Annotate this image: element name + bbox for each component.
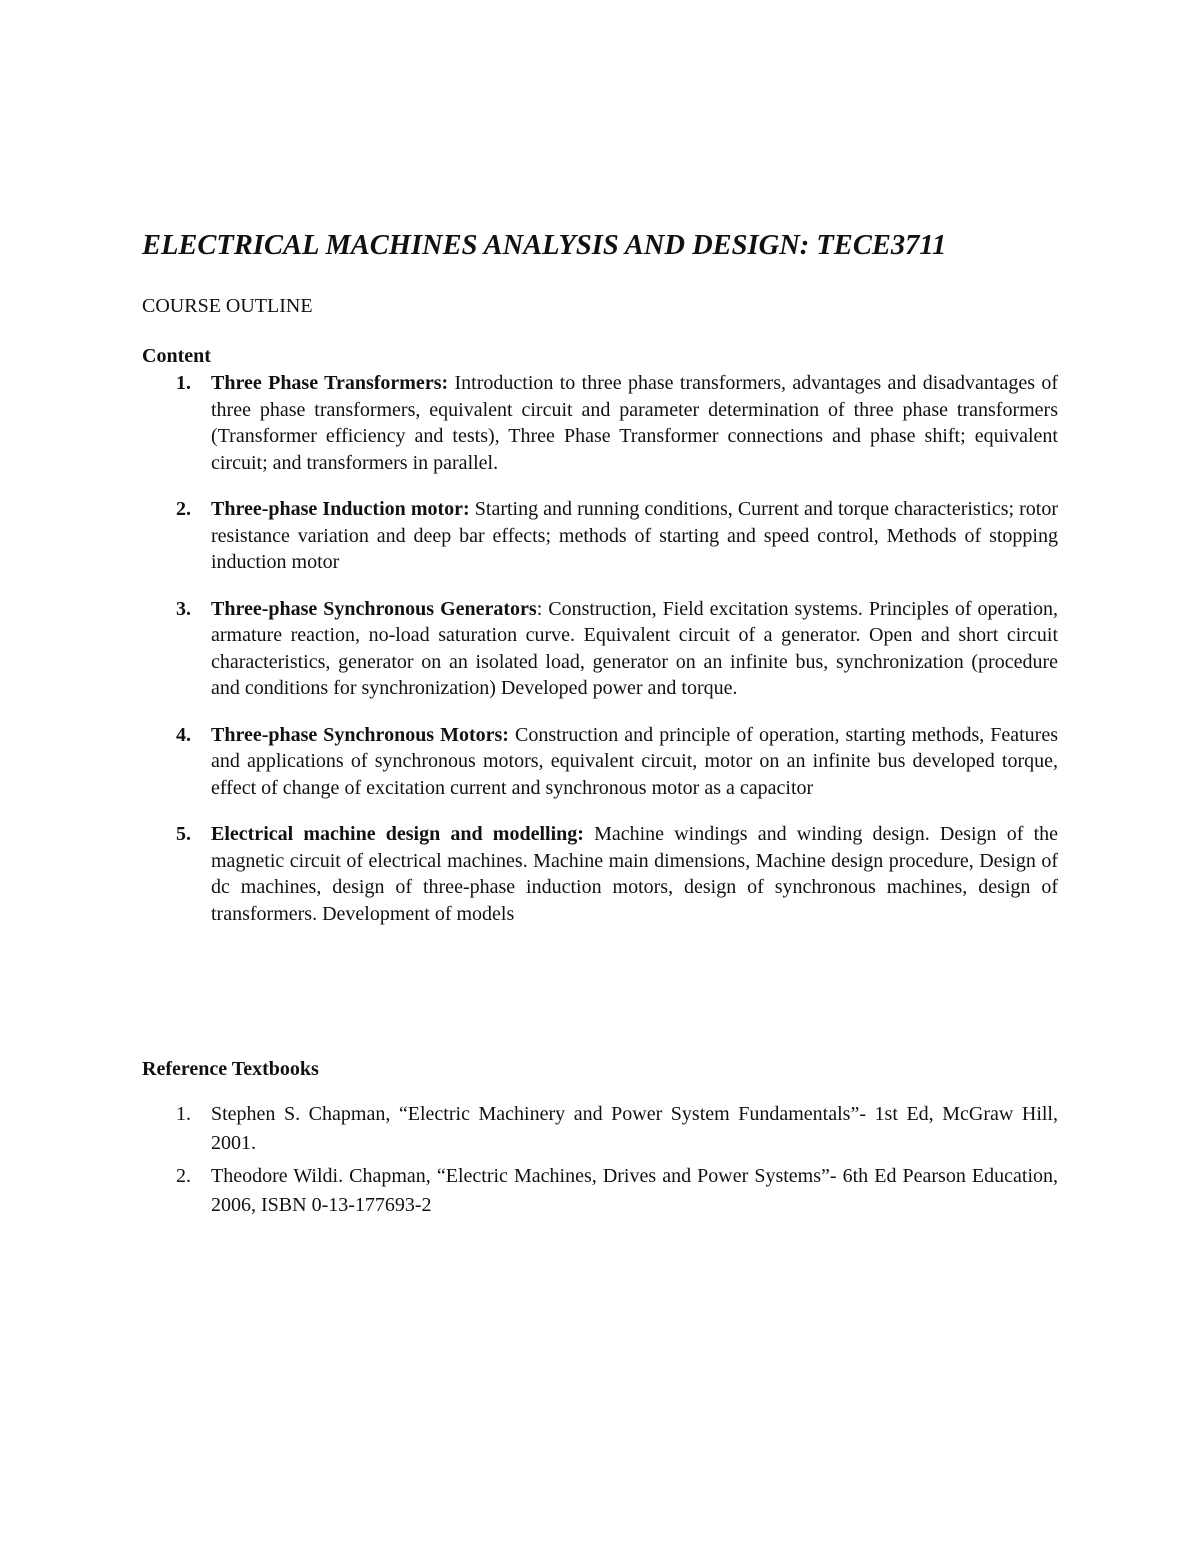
content-item-number: 1.: [176, 372, 191, 394]
reference-number: 1.: [176, 1103, 191, 1125]
reference-item: [142, 1100, 1058, 1158]
content-item-text: Introduction to three phase transformers, advantages and disadvantages of three phase transformers, equivalent circuit and parameter determination of three phase transformers (Transformer efficiency and tests), Three Phase Transformer connections and phase shift; equivalent circuit; and transformers in parallel.: [211, 372, 1059, 474]
content-item-number: 5.: [176, 823, 191, 845]
content-item-three-phase-transformers: [142, 370, 1058, 476]
content-item-text: Machine windings and winding design. Design of the magnetic circuit of electrical machines. Machine main dimensions, Machine design procedure, Design of dc machines, design of three-phase induction motors, design of synchronous machines, design of transformers. Development of models: [211, 823, 1058, 925]
content-item-text: Construction and principle of operation, starting methods, Features and applications of synchronous motors, equivalent circuit, motor on an infinite bus developed torque, effect of change of excitation current and synchronous motor as a capacitor: [211, 723, 1059, 799]
content-item-machine-design: [142, 821, 1058, 927]
content-item-number: 2.: [176, 498, 191, 520]
content-item-induction-motor: [142, 496, 1058, 576]
content-item-title: Three Phase Transformers:: [211, 372, 449, 394]
course-outline-heading: COURSE OUTLINE: [142, 295, 313, 317]
reference-item: [142, 1162, 1058, 1220]
content-item-title: Three-phase Induction motor:: [211, 498, 470, 520]
content-item-number: 3.: [176, 597, 191, 620]
content-item-synchronous-motors: [142, 722, 1058, 802]
content-item-text: Starting and running conditions, Current and torque characteristics; rotor resistance variation and deep bar effects; methods of starting and speed control, Methods of stopping induction motor: [211, 498, 1058, 573]
reference-list: [142, 1100, 1058, 1224]
reference-text: Stephen S. Chapman, “Electric Machinery and Power System Fundamentals”- 1st Ed, McGraw Hill, 2001.: [211, 1103, 1058, 1154]
content-item-title: Three-phase Synchronous Motors:: [211, 723, 509, 746]
content-heading: Content: [142, 345, 211, 367]
reference-text: Theodore Wildi. Chapman, “Electric Machines, Drives and Power Systems”- 6th Ed Pearson Education, 2006, ISBN 0-13-177693-2: [211, 1165, 1058, 1216]
page-title: ELECTRICAL MACHINES ANALYSIS AND DESIGN: TECE3711: [142, 230, 947, 261]
reference-number: 2.: [176, 1165, 191, 1187]
content-item-synchronous-generators: [142, 596, 1058, 702]
content-item-number: 4.: [176, 723, 191, 746]
content-item-title: Three-phase Synchronous Generators: [211, 597, 537, 620]
content-list: [142, 370, 1058, 947]
reference-textbooks-heading: Reference Textbooks: [142, 1058, 319, 1080]
content-item-title: Electrical machine design and modelling:: [211, 823, 584, 845]
content-item-text: : Construction, Field excitation systems. Principles of operation, armature reaction, no-load saturation curve. Equivalent circuit of a generator. Open and short circuit characteristics, generator on an isolated load, generator on an infinite bus, synchronization (procedure and conditions for synchronization) Developed power and torque.: [211, 597, 1058, 699]
